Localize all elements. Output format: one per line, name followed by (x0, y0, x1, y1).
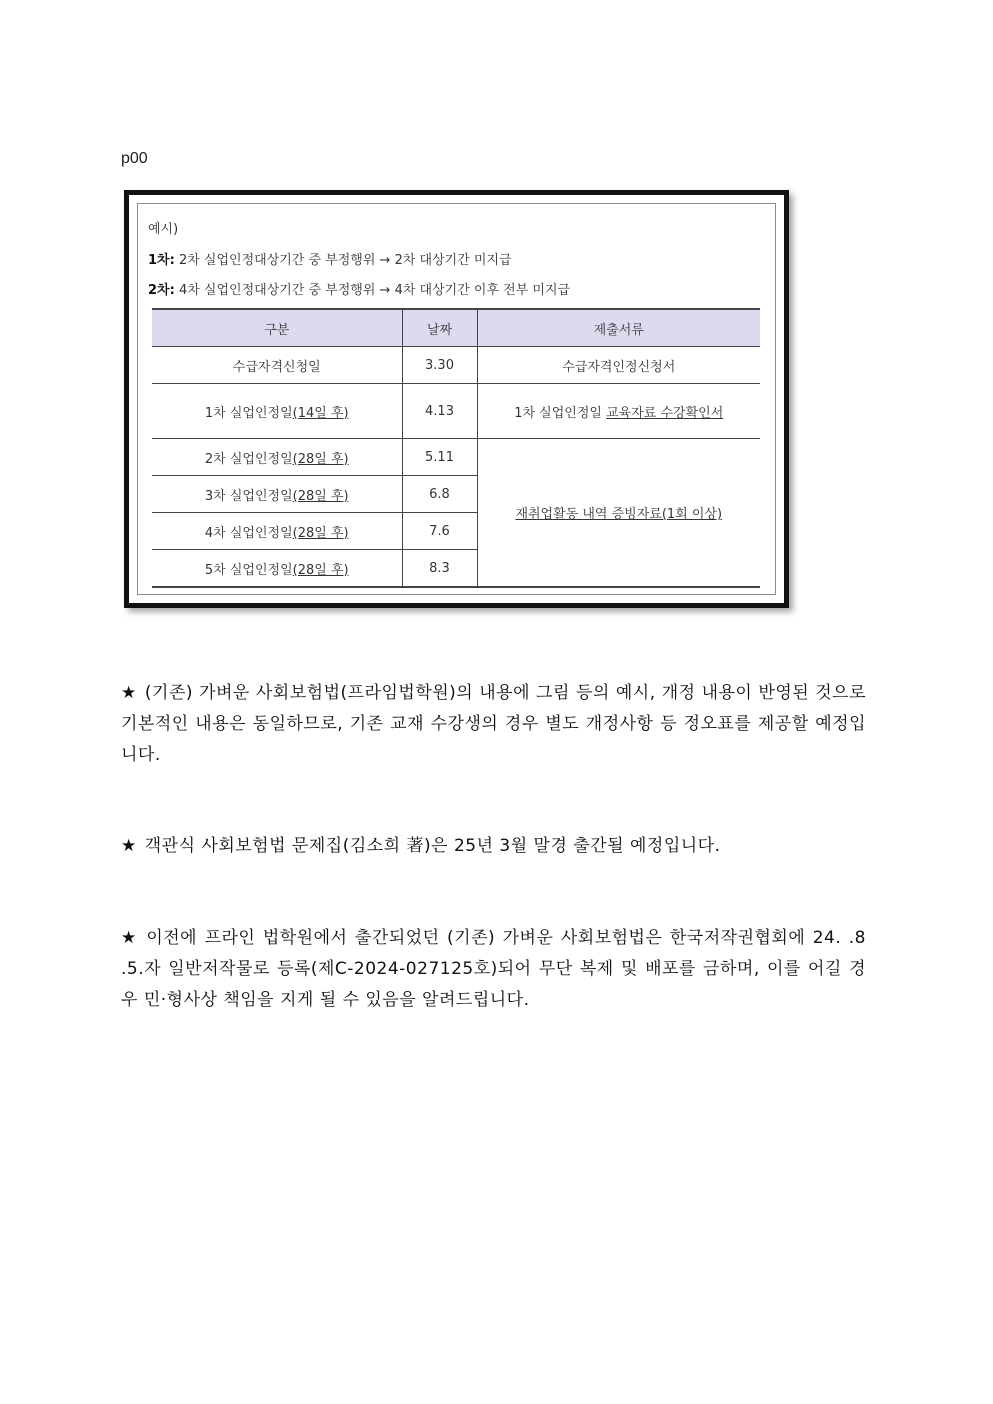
example-title: 예시) (148, 222, 179, 237)
figure-frame (137, 203, 776, 595)
row-category: 수급자격신청일 (152, 347, 402, 384)
row-date: 5.11 (402, 439, 477, 476)
example-line-2-prefix: 2차: (148, 283, 175, 298)
example-line-2-text: 4차 실업인정대상기간 중 부정행위 → 4차 대상기간 이후 전부 미지급 (174, 283, 571, 298)
notice-revision (121, 678, 866, 771)
notice-workbook (121, 831, 866, 862)
star-icon: ★ (121, 683, 137, 703)
star-icon: ★ (121, 928, 139, 948)
header-documents: 제출서류 (477, 309, 760, 347)
header-date: 날짜 (402, 309, 477, 347)
header-category: 구분 (152, 309, 402, 347)
example-line-1 (148, 249, 512, 268)
page-label: p00 (121, 150, 148, 167)
notice-text: 객관식 사회보험법 문제집(김소희 著)은 25년 3월 말경 출간될 예정입니다. (144, 836, 721, 856)
table-header-row (152, 309, 760, 347)
example-line-1-text: 2차 실업인정대상기간 중 부정행위 → 2차 대상기간 미지급 (174, 253, 512, 268)
row-document: 1차 실업인정일 교육자료 수강확인서 (477, 384, 760, 439)
merged-document-cell: 재취업활동 내역 증빙자료(1회 이상) (477, 439, 760, 588)
row-category: 4차 실업인정일(28일 후) (152, 513, 402, 550)
star-icon: ★ (121, 836, 137, 856)
row-date: 6.8 (402, 476, 477, 513)
table-row (152, 347, 760, 384)
row-category: 3차 실업인정일(28일 후) (152, 476, 402, 513)
table-row (152, 439, 760, 476)
example-line-1-prefix: 1차: (148, 253, 175, 268)
notice-copyright (121, 923, 866, 1016)
example-figure (124, 190, 789, 608)
row-date: 3.30 (402, 347, 477, 384)
row-date: 4.13 (402, 384, 477, 439)
table-row (152, 384, 760, 439)
row-category: 2차 실업인정일(28일 후) (152, 439, 402, 476)
notice-text: (기존) 가벼운 사회보험법(프라임법학원)의 내용에 그림 등의 예시, 개정 내용이 반영된 것으로 기본적인 내용은 동일하므로, 기존 교재 수강생의 경우 별도 개정사항 등 정오표를 제공할 예정입니다. (121, 683, 866, 765)
schedule-table (152, 308, 760, 588)
row-category: 5차 실업인정일(28일 후) (152, 550, 402, 588)
row-category: 1차 실업인정일(14일 후) (152, 384, 402, 439)
example-line-2 (148, 279, 570, 298)
row-date: 7.6 (402, 513, 477, 550)
row-document: 수급자격인정신청서 (477, 347, 760, 384)
notice-text: 이전에 프라인 법학원에서 출간되었던 (기존) 가벼운 사회보험법은 한국저작권협회에 24. .8 .5.자 일반저작물로 등록(제C-2024-027125호)되어 무단 복제 및 배포를 금하며, 이를 어길 경우 민·형사상 책임을 지게 될 수 있음을 알려드립니다. (121, 928, 866, 1010)
row-date: 8.3 (402, 550, 477, 588)
